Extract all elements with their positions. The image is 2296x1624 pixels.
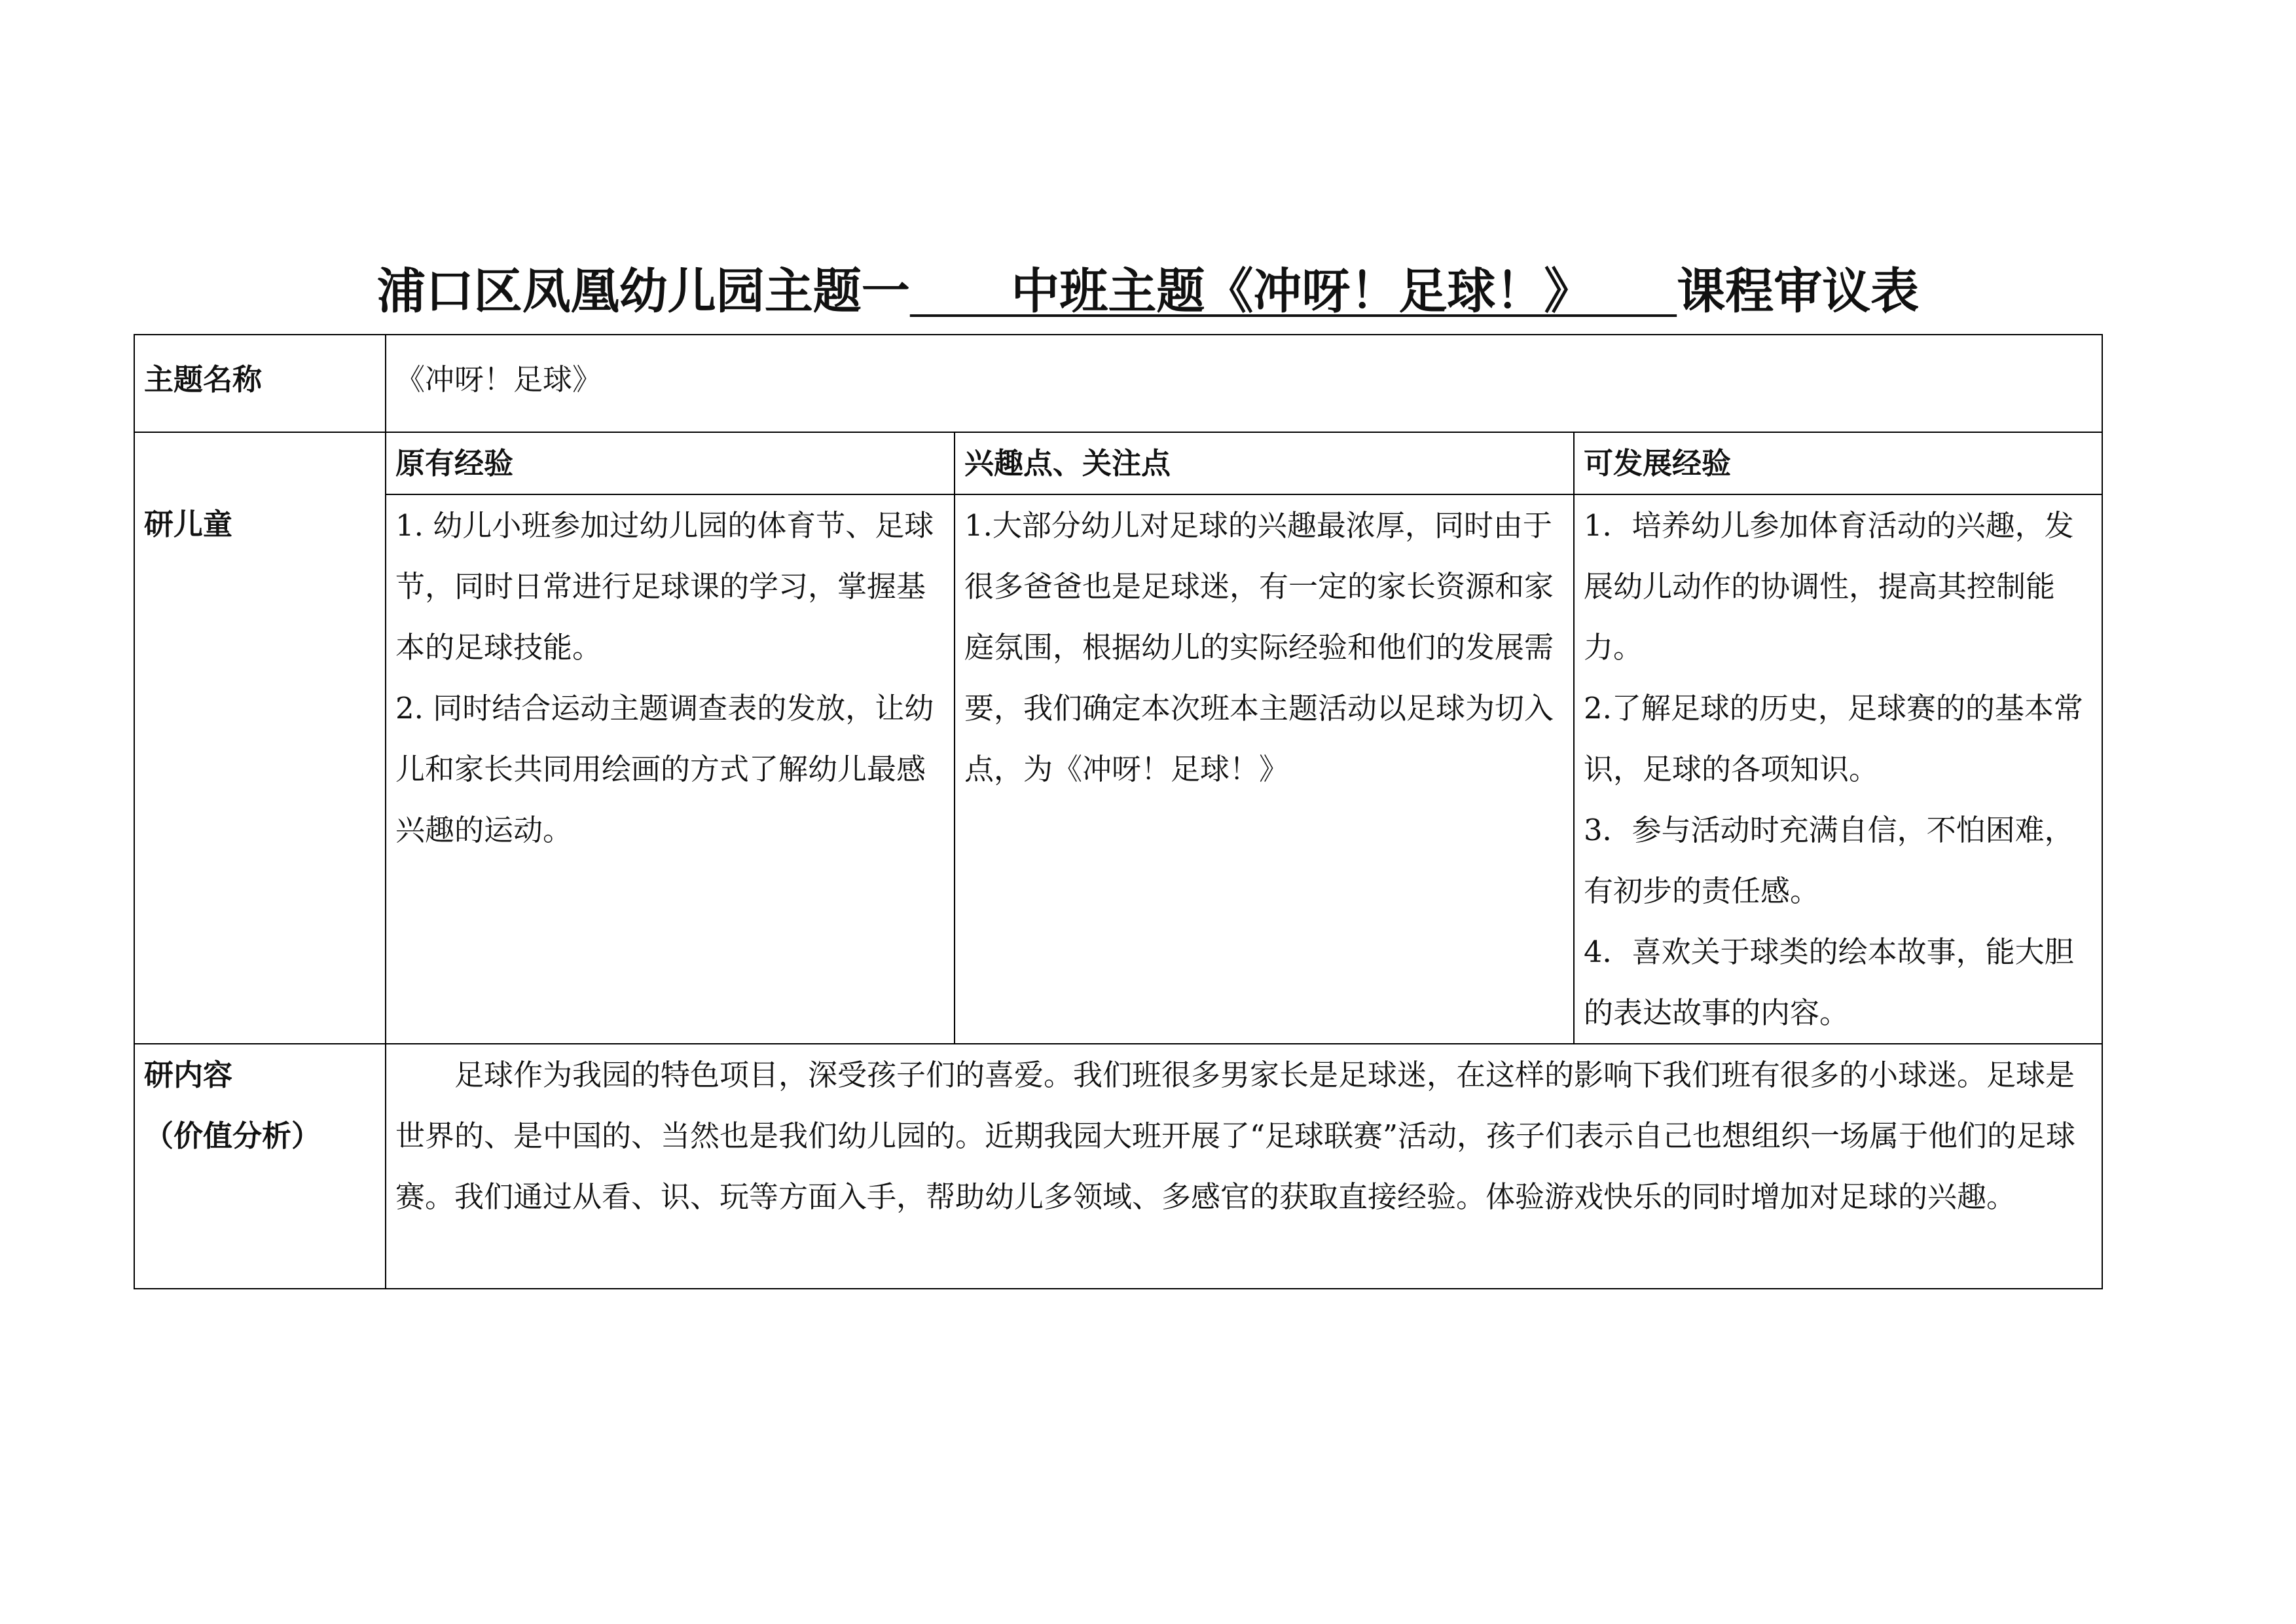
title-underlined: 中班主题《冲呀！足球！》 bbox=[909, 263, 1677, 320]
developable-experience-item: 4．喜欢关于球类的绘本故事，能大胆的表达故事的内容。 bbox=[1584, 934, 2074, 1030]
research-content-label-cell bbox=[134, 1044, 386, 1289]
theme-name-label-cell bbox=[134, 335, 386, 432]
research-content-cell bbox=[386, 1044, 2102, 1289]
interest-points-header-cell bbox=[955, 432, 1574, 494]
research-content-text: 足球作为我园的特色项目，深受孩子们的喜爱。我们班很多男家长是足球迷，在这样的影响下我们班有很多的小球迷。足球是世界的、是中国的、当然也是我们幼儿园的。近期我园大班开展了“足球联赛”活动，孩子们表示自己也想组织一场属于他们的足球赛。我们通过从看、识、玩等方面入手，帮助幼儿多领域、多感官的获取直接经验。体验游戏快乐的同时增加对足球的兴趣。 bbox=[395, 1058, 2076, 1214]
curriculum-review-table bbox=[134, 334, 2103, 1289]
research-children-label: 研儿童 bbox=[144, 507, 233, 542]
theme-name-row bbox=[134, 335, 2102, 432]
interest-points-item: 1.大部分幼儿对足球的兴趣最浓厚，同时由于很多爸爸也是足球迷，有一定的家长资源和家庭氛围，根据幼儿的实际经验和他们的发展需要，我们确定本次班本主题活动以足球为切入点，为《冲呀！足球！》 bbox=[964, 508, 1554, 786]
developable-experience-cell bbox=[1574, 494, 2102, 1044]
theme-name-value-cell bbox=[386, 335, 2102, 432]
prior-experience-cell bbox=[386, 494, 955, 1044]
research-content-row bbox=[134, 1044, 2102, 1289]
research-children-label-cell bbox=[134, 432, 386, 1044]
prior-experience-header-cell bbox=[386, 432, 955, 494]
prior-experience-header: 原有经验 bbox=[395, 446, 514, 481]
page-title bbox=[0, 259, 2296, 324]
prior-experience-item: 2. 同时结合运动主题调查表的发放，让幼儿和家长共同用绘画的方式了解幼儿最感兴趣的运动。 bbox=[395, 691, 934, 847]
theme-name-label: 主题名称 bbox=[144, 362, 263, 397]
value-analysis-label: （价值分析） bbox=[144, 1118, 321, 1153]
developable-experience-item: 1．培养幼儿参加体育活动的兴趣，发展幼儿动作的协调性，提高其控制能力。 bbox=[1584, 508, 2074, 665]
research-content-label: 研内容 bbox=[144, 1058, 233, 1092]
title-prefix: 浦口区凤凰幼儿园主题一 bbox=[376, 263, 910, 320]
developable-experience-header-cell bbox=[1574, 432, 2102, 494]
prior-experience-item: 1. 幼儿小班参加过幼儿园的体育节、足球节，同时日常进行足球课的学习，掌握基本的足球技能。 bbox=[395, 508, 934, 665]
interest-points-cell bbox=[955, 494, 1574, 1044]
research-children-header-row bbox=[134, 432, 2102, 494]
developable-experience-header: 可发展经验 bbox=[1584, 446, 1732, 481]
research-children-content-row bbox=[134, 494, 2102, 1044]
interest-points-header: 兴趣点、关注点 bbox=[964, 446, 1171, 481]
title-suffix: 课程审议表 bbox=[1677, 263, 1920, 320]
theme-name-value: 《冲呀！足球》 bbox=[395, 362, 602, 397]
developable-experience-item: 2.了解足球的历史，足球赛的的基本常识，足球的各项知识。 bbox=[1584, 691, 2083, 786]
developable-experience-item: 3．参与活动时充满自信，不怕困难，有初步的责任感。 bbox=[1584, 813, 2074, 908]
